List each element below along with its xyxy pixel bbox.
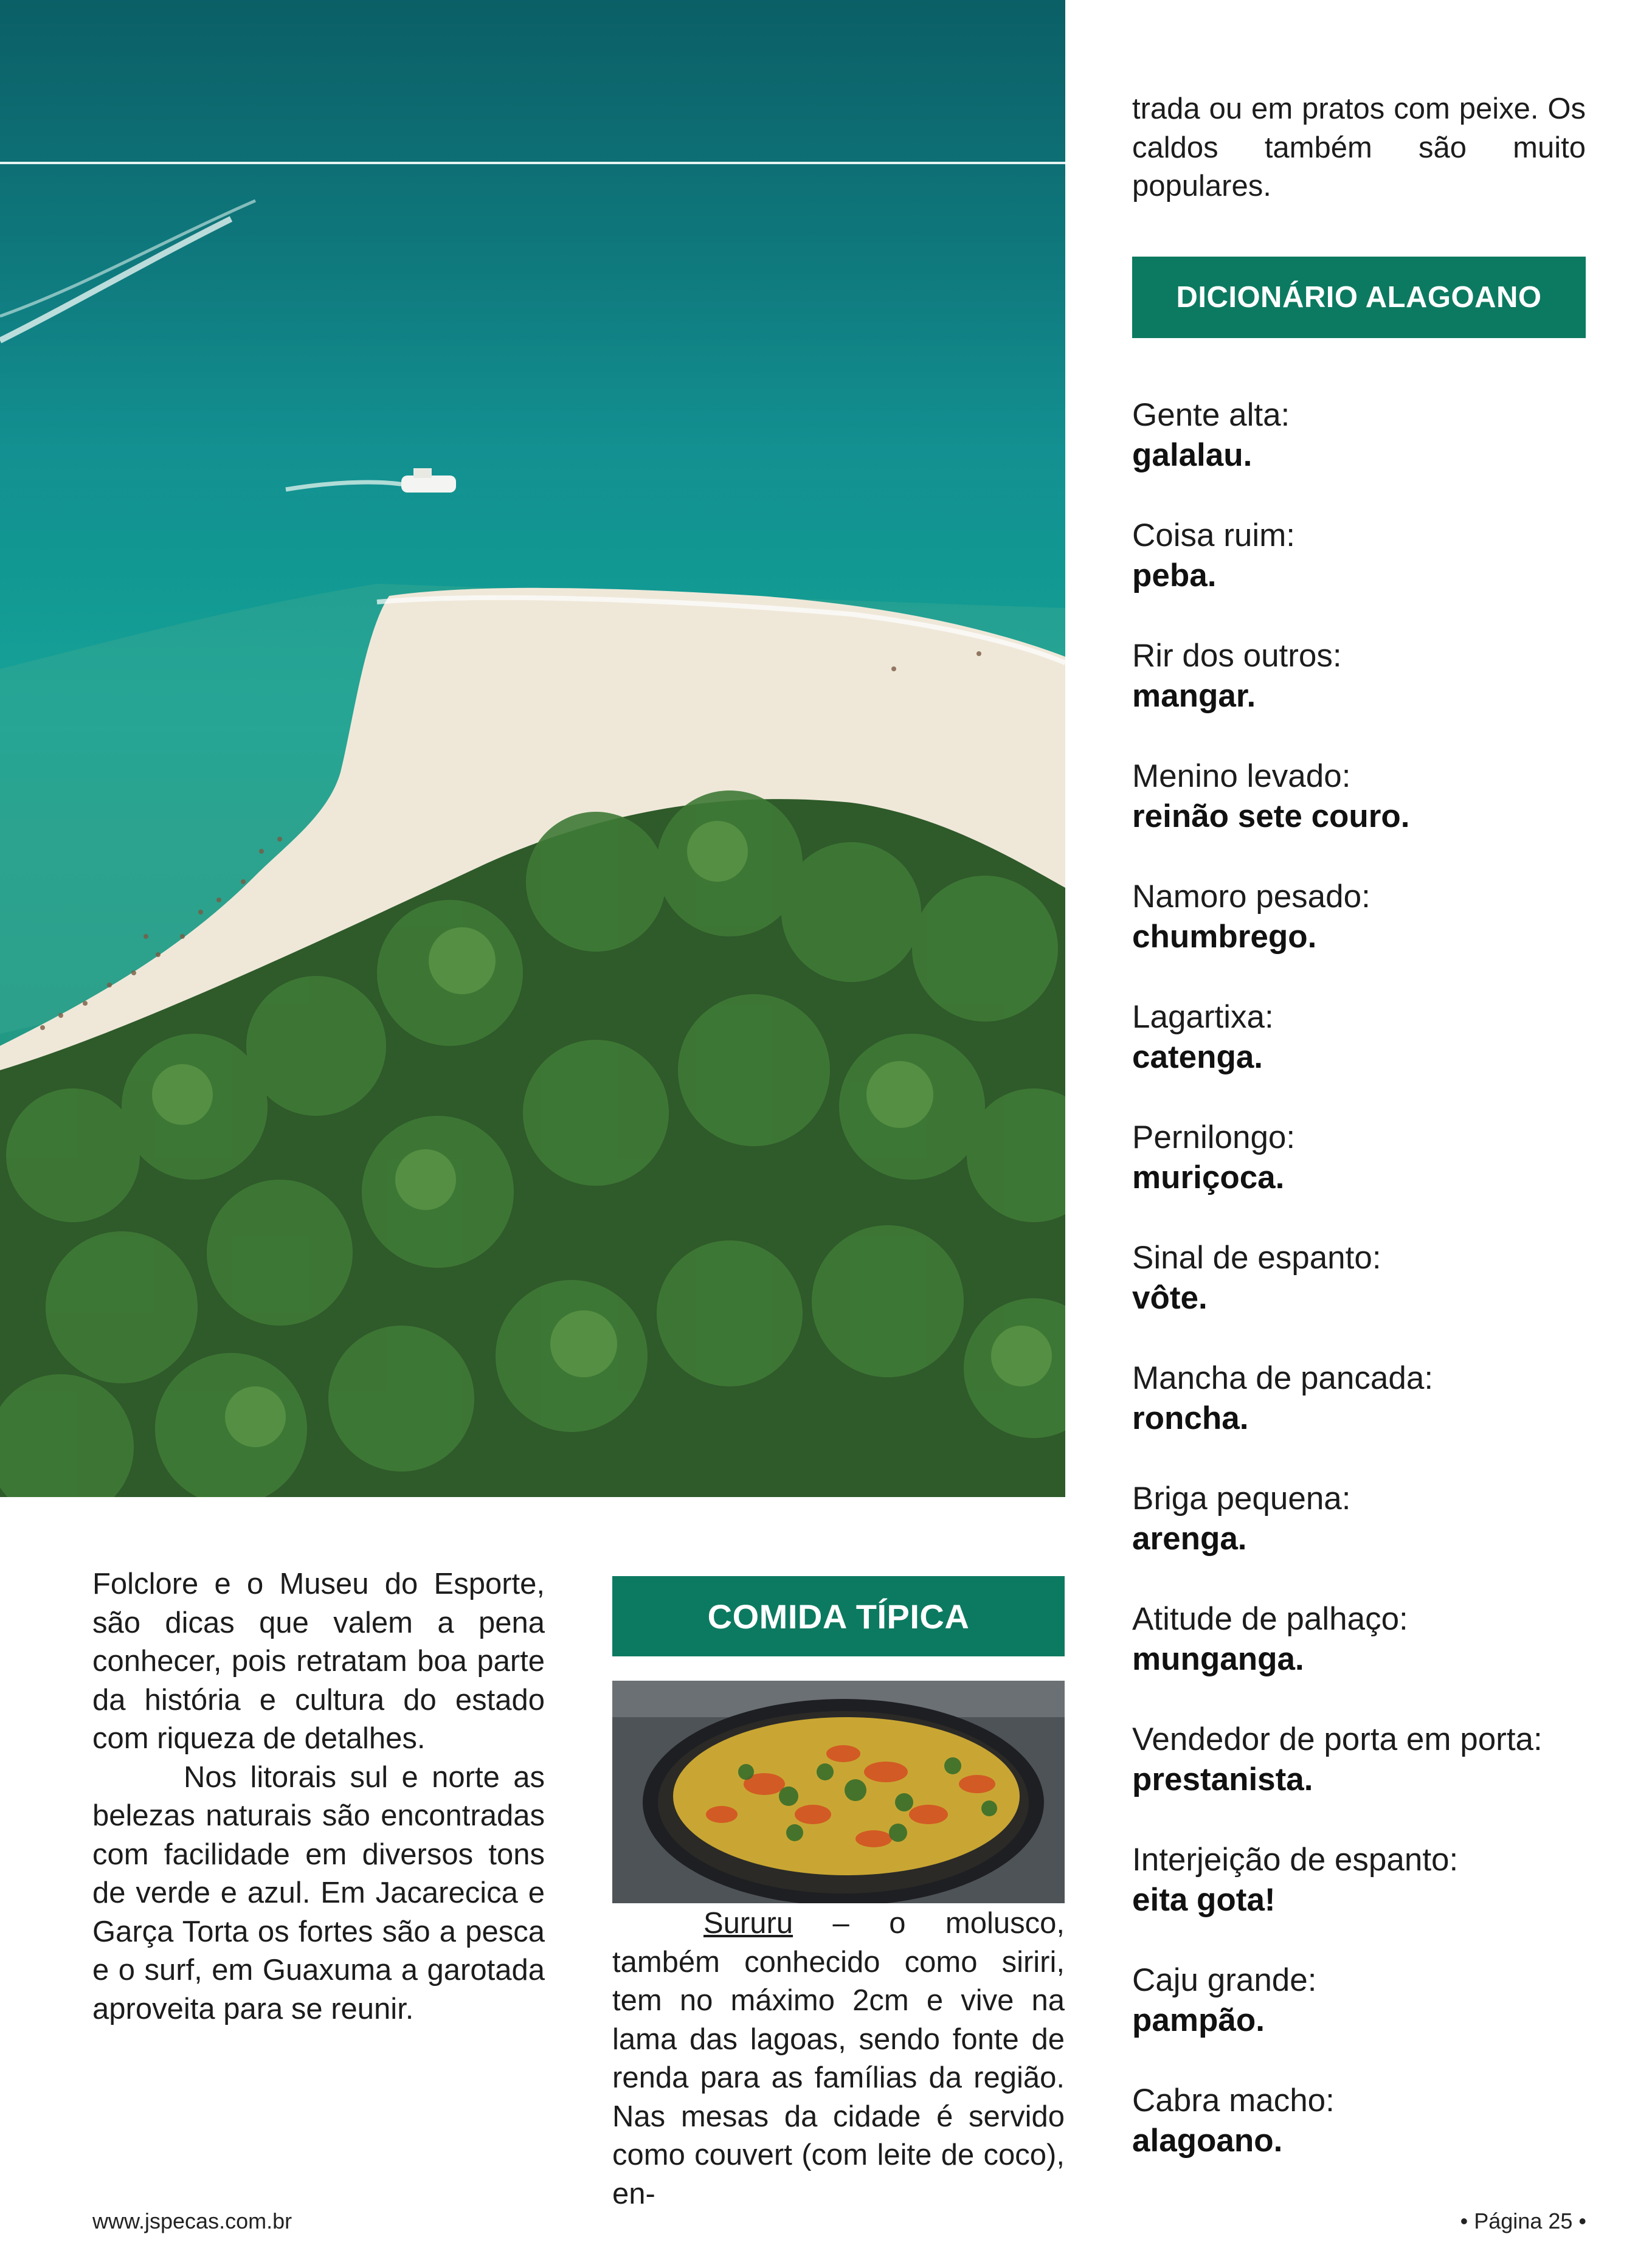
- entry-meaning: galalau.: [1132, 437, 1253, 473]
- left-paragraph-1: Folclore e o Museu do Esporte, são dicas que valem a pena conhecer, pois retratam boa parte da história e cultura do estado com riqueza de detalhes.: [92, 1568, 545, 1755]
- entry-meaning: alagoano.: [1132, 2123, 1283, 2159]
- entry-term: Mancha de pancada:: [1132, 1360, 1434, 1396]
- sururu-paragraph: [612, 1904, 1065, 2213]
- entry-meaning: reinão sete couro.: [1132, 798, 1410, 834]
- comida-tipica-header: COMIDA TÍPICA: [612, 1576, 1065, 1656]
- sururu-dish-illustration: [612, 1681, 1065, 1903]
- dictionary-entry: [1132, 1479, 1619, 1599]
- entry-term: Vendedor de porta em porta:: [1132, 1721, 1543, 1757]
- continuation-paragraph: trada ou em pratos com peixe. Os caldos também são muito populares.: [1132, 92, 1586, 202]
- sururu-dish-photo: [612, 1681, 1065, 1903]
- entry-meaning: prestanista.: [1132, 1762, 1313, 1797]
- dictionary-entry: [1132, 1960, 1619, 2081]
- entry-meaning: muriçoca.: [1132, 1160, 1285, 1195]
- dictionary-entry: [1132, 997, 1619, 1118]
- entry-meaning: roncha.: [1132, 1400, 1249, 1436]
- entry-meaning: peba.: [1132, 558, 1217, 593]
- comida-tipica-text: [612, 1904, 1065, 2213]
- entry-meaning: mangar.: [1132, 678, 1256, 714]
- dicionario-alagoano-header: DICIONÁRIO ALAGOANO: [1132, 257, 1586, 338]
- entry-term: Caju grande:: [1132, 1962, 1317, 1998]
- beach-aerial-photo: [0, 0, 1065, 1497]
- entry-meaning: eita gota!: [1132, 1882, 1276, 1918]
- beach-illustration: [0, 0, 1065, 1497]
- sururu-term: Sururu: [703, 1907, 793, 1940]
- dictionary-entry: [1132, 1599, 1619, 1720]
- dictionary-entry: [1132, 1238, 1619, 1358]
- dictionary-entry: [1132, 1720, 1619, 1840]
- entry-term: Gente alta:: [1132, 397, 1290, 433]
- entry-term: Coisa ruim:: [1132, 517, 1296, 553]
- entry-term: Menino levado:: [1132, 758, 1351, 794]
- photo-divider-line: [0, 162, 1065, 164]
- entry-term: Interjeição de espanto:: [1132, 1842, 1459, 1878]
- entry-meaning: vôte.: [1132, 1280, 1208, 1316]
- page-number: • Página 25 •: [1460, 2208, 1586, 2233]
- entry-meaning: catenga.: [1132, 1039, 1263, 1075]
- dictionary-entry: [1132, 2081, 1619, 2201]
- entry-term: Namoro pesado:: [1132, 879, 1370, 915]
- entry-term: Sinal de espanto:: [1132, 1240, 1381, 1276]
- dictionary-entry: [1132, 1840, 1619, 1960]
- sururu-description: – o molusco, também conhecido como siriri, tem no máximo 2cm e vive na lama das lagoas, sendo fonte de renda para as famílias da região. Nas mesas da cidade é servido como couvert (com leite de coco), en-: [612, 1907, 1065, 2210]
- dictionary-entry: [1132, 636, 1619, 756]
- dictionary-entry: [1132, 1358, 1619, 1479]
- entry-meaning: chumbrego.: [1132, 919, 1317, 955]
- left-paragraph-2: Nos litorais sul e norte as belezas naturais são encontradas com facilidade em diversos tons de verde e azul. Em Jacarecica e Garça Torta os fortes são a pesca e o surf, em Guaxuma a garotada aproveita para se reunir.: [92, 1760, 545, 2025]
- entry-term: Atitude de palhaço:: [1132, 1601, 1408, 1637]
- right-column-continuation: [1132, 90, 1586, 206]
- entry-term: Briga pequena:: [1132, 1481, 1351, 1517]
- dictionary-entry: [1132, 395, 1619, 516]
- dictionary-list: [1132, 395, 1619, 2201]
- entry-meaning: munganga.: [1132, 1641, 1304, 1677]
- left-column-text: [92, 1565, 545, 2029]
- entry-meaning: arenga.: [1132, 1521, 1247, 1557]
- website-link[interactable]: www.jspecas.com.br: [92, 2208, 292, 2233]
- entry-term: Cabra macho:: [1132, 2083, 1335, 2118]
- entry-term: Lagartixa:: [1132, 999, 1274, 1035]
- entry-term: Pernilongo:: [1132, 1119, 1296, 1155]
- entry-meaning: pampão.: [1132, 2002, 1265, 2038]
- entry-term: Rir dos outros:: [1132, 638, 1342, 674]
- dictionary-entry: [1132, 756, 1619, 877]
- dictionary-entry: [1132, 1118, 1619, 1238]
- dictionary-entry: [1132, 516, 1619, 636]
- dictionary-entry: [1132, 877, 1619, 997]
